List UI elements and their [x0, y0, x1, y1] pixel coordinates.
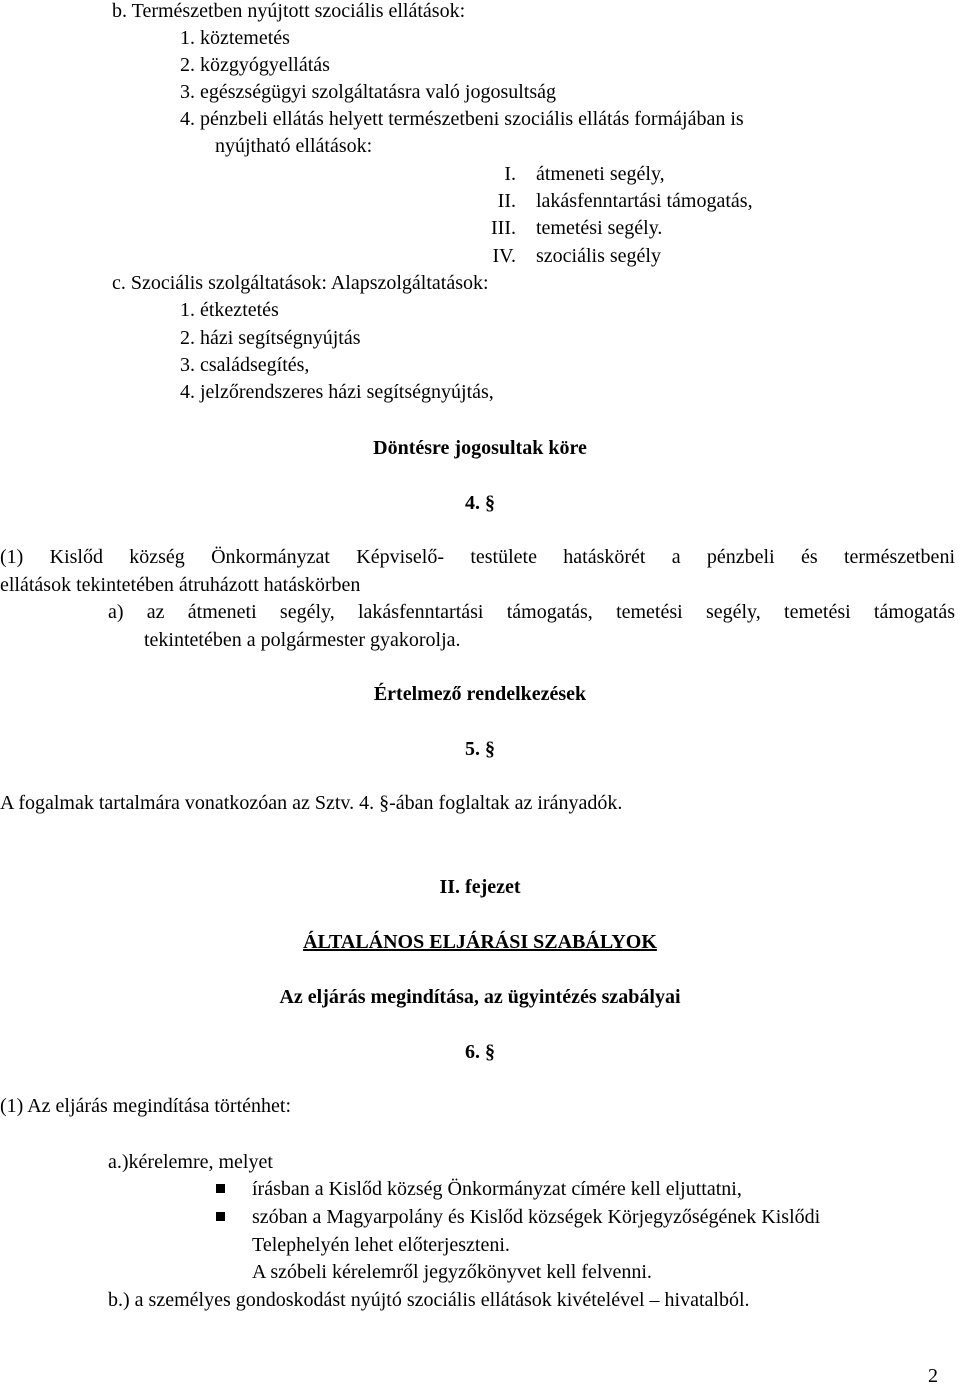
chapter-number: II. fejezet — [439, 876, 521, 898]
paragraph-5-text: A fogalmak tartalmára vonatkozóan az Sztv. 4. §-ában foglaltak az irányadók. — [0, 792, 623, 814]
roman-num-2: II. — [497, 190, 516, 212]
bullet-item-2-line-1: szóban a Magyarpolány és Kislőd községek Körjegyzőségének Kislődi — [252, 1206, 821, 1228]
roman-text-2: lakásfenntartási támogatás, — [536, 190, 753, 212]
roman-text-4: szociális segély — [536, 245, 661, 267]
bullet-item-2-line-2: Telephelyén lehet előterjeszteni. — [252, 1234, 510, 1256]
paragraph-4-a-line-1: a) az átmeneti segély, lakásfenntartási támogatás, temetési segély, temetési támogatás — [108, 601, 955, 623]
section-b-item-3: 3. egészségügyi szolgáltatásra való jogosultság — [180, 81, 557, 103]
paragraph-5-number: 5. § — [465, 738, 495, 760]
section-b-item-4-cont: nyújtható ellátások: — [215, 135, 373, 157]
roman-text-3: temetési segély. — [536, 217, 663, 239]
paragraph-4-number: 4. § — [465, 492, 495, 514]
section-c-item-1: 1. étkeztetés — [180, 299, 279, 321]
paragraph-4-a-line-2: tekintetében a polgármester gyakorolja. — [144, 629, 461, 651]
dontesre-heading: Döntésre jogosultak köre — [373, 437, 587, 459]
chapter-subtitle: Az eljárás megindítása, az ügyintézés szabályai — [279, 986, 681, 1008]
bullet-item-1: írásban a Kislőd község Önkormányzat címére kell eljuttatni, — [252, 1178, 742, 1200]
roman-num-4: IV. — [492, 245, 516, 267]
section-b-item-2: 2. közgyógyellátás — [180, 54, 330, 76]
section-b-title: b. Természetben nyújtott szociális ellátások: — [112, 0, 466, 22]
section-c-item-3: 3. családsegítés, — [180, 354, 310, 376]
page-number: 2 — [928, 1365, 938, 1387]
roman-num-1: I. — [504, 163, 516, 185]
bullet-item-2-line-3: A szóbeli kérelemről jegyzőkönyvet kell felvenni. — [252, 1261, 652, 1283]
section-c-title: c. Szociális szolgáltatások: Alapszolgáltatások: — [112, 272, 489, 294]
section-c-item-2: 2. házi segítségnyújtás — [180, 327, 361, 349]
section-b-item-1: 1. köztemetés — [180, 27, 290, 49]
bullet-icon — [216, 1212, 225, 1221]
paragraph-6-number: 6. § — [465, 1041, 495, 1063]
section-b-item-4: 4. pénzbeli ellátás helyett természetbeni szociális ellátás formájában is — [180, 108, 744, 130]
paragraph-4-line-2: ellátások tekintetében átruházott hatáskörben — [0, 574, 361, 596]
paragraph-4-line-1: (1) Kislőd község Önkormányzat Képviselő- testülete hatáskörét a pénzbeli és természetbeni — [0, 546, 955, 568]
chapter-title: ÁLTALÁNOS ELJÁRÁSI SZABÁLYOK — [303, 931, 657, 953]
paragraph-6-line-1: (1) Az eljárás megindítása történhet: — [0, 1095, 292, 1117]
roman-num-3: III. — [491, 217, 516, 239]
bullet-icon — [216, 1184, 225, 1193]
paragraph-6-b-line: b.) a személyes gondoskodást nyújtó szociális ellátások kivételével – hivatalból. — [108, 1289, 750, 1311]
ertelmezo-heading: Értelmező rendelkezések — [373, 683, 587, 705]
roman-text-1: átmeneti segély, — [536, 163, 665, 185]
paragraph-6-a-label: a.)kérelemre, melyet — [108, 1151, 273, 1173]
section-c-item-4: 4. jelzőrendszeres házi segítségnyújtás, — [180, 381, 494, 403]
